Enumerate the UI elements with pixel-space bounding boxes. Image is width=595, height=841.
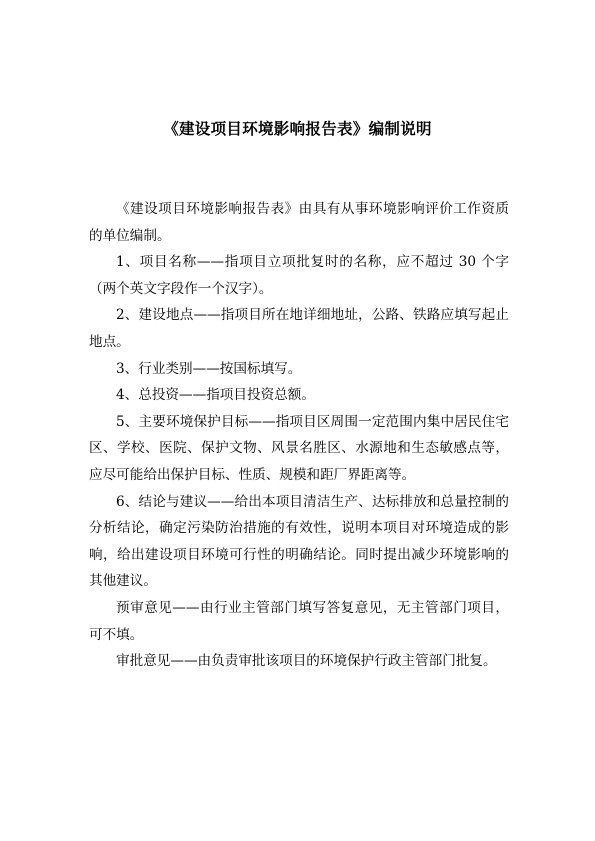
paragraph-intro: 《建设项目环境影响报告表》由具有从事环境影响评价工作资质的单位编制。 xyxy=(89,201,509,244)
paragraph-location: 2、建设地点——指项目所在地详细地址，公路、铁路应填写起止地点。 xyxy=(89,307,509,350)
document-body xyxy=(89,196,509,675)
paragraph-protection-targets: 5、主要环境保护目标——指项目区周围一定范围内集中居民住宅区、学校、医院、保护文物、风景名胜区、水源地和生态敏感点等，应尽可能给出保护目标、性质、规模和距厂界距离等。 xyxy=(89,413,509,483)
document-title: 《建设项目环境影响报告表》编制说明 xyxy=(163,120,432,138)
paragraph-industry-category: 3、行业类别——按国标填写。 xyxy=(116,360,302,377)
paragraph-project-name: 1、项目名称——指项目立项批复时的名称，应不超过 30 个字（两个英文字段作一个汉字）。 xyxy=(89,254,509,297)
paragraph-total-investment: 4、总投资——指项目投资总额。 xyxy=(116,387,315,404)
paragraph-conclusions: 6、结论与建议——给出本项目清洁生产、达标排放和总量控制的分析结论，确定污染防治措施的有效性，说明本项目对环境造成的影响，给出建设项目环境可行性的明确结论。同时提出减少环境影响的其他建议。 xyxy=(89,493,509,590)
paragraph-pre-review: 预审意见——由行业主管部门填写答复意见，无主管部门项目，可不填。 xyxy=(89,599,509,643)
paragraph-approval: 审批意见——由负责审批该项目的环境保护行政主管部门批复。 xyxy=(116,653,497,670)
